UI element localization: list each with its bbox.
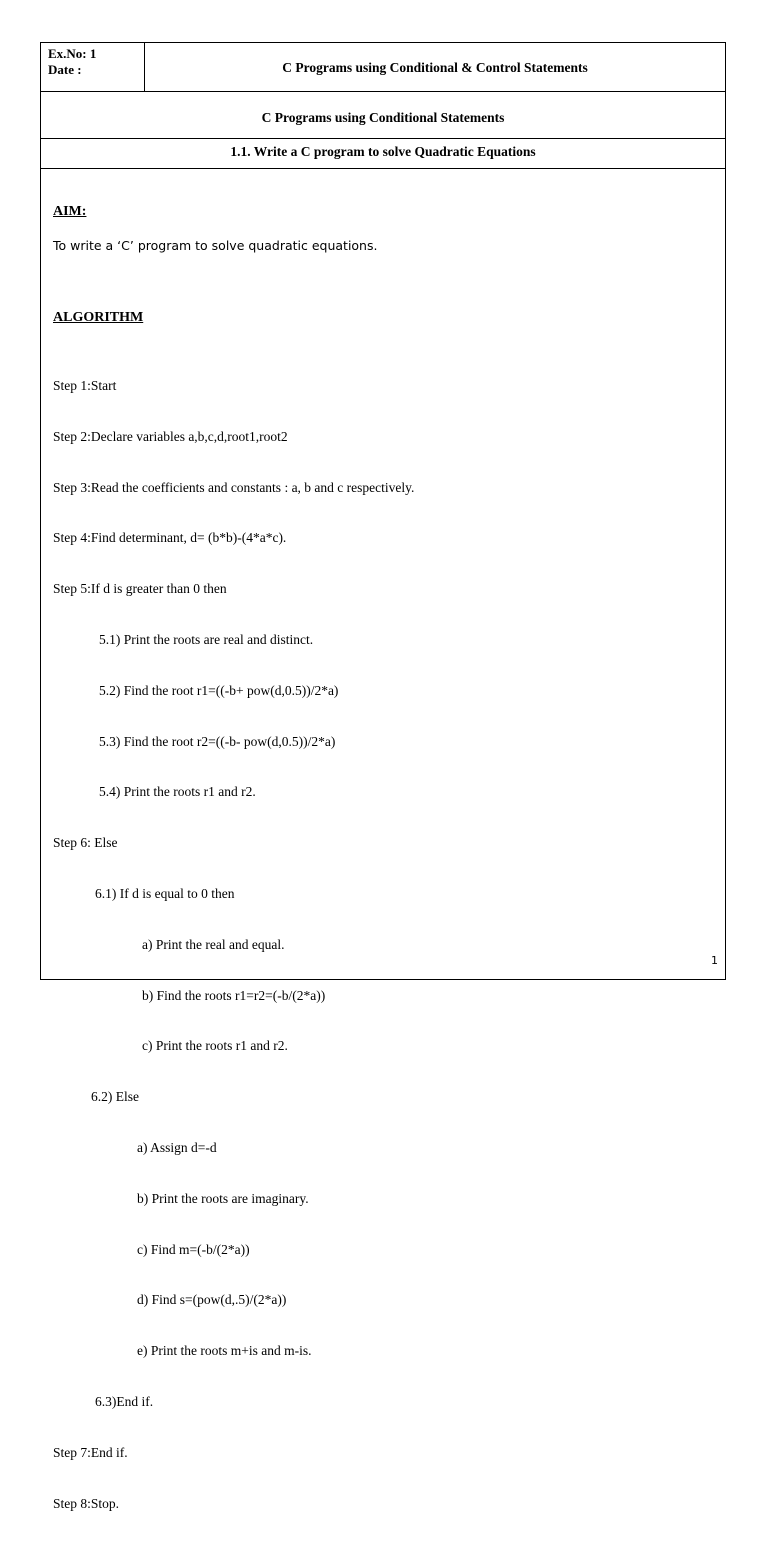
algorithm-line: Step 7:End if. [53, 1444, 128, 1460]
algorithm-line: 5.3) Find the root r2=((-b- pow(d,0.5))/2*a) [99, 733, 336, 749]
section-heading: C Programs using Conditional Statements [41, 92, 725, 139]
algorithm-line: a) Print the real and equal. [142, 936, 285, 952]
aim-heading: AIM: [53, 204, 87, 219]
exercise-number: Ex.No: 1 [48, 46, 97, 61]
algorithm-line: a) Assign d=-d [137, 1139, 217, 1155]
algorithm-line: e) Print the roots m+is and m-is. [137, 1343, 312, 1359]
algorithm-steps [53, 343, 713, 1545]
algorithm-line: 6.3)End if. [95, 1393, 154, 1409]
page-number: 1 [711, 954, 718, 967]
algorithm-line: 6.2) Else [91, 1089, 139, 1105]
algorithm-line: Step 1:Start [53, 378, 117, 393]
algorithm-line: Step 6: Else [53, 835, 118, 851]
algorithm-line: Step 4:Find determinant, d= (b*b)-(4*a*c). [53, 530, 287, 546]
algorithm-line: c) Find m=(-b/(2*a)) [137, 1241, 250, 1257]
algorithm-line: c) Print the roots r1 and r2. [142, 1038, 288, 1054]
algorithm-line: Step 2:Declare variables a,b,c,d,root1,root2 [53, 428, 288, 444]
algorithm-line: b) Print the roots are imaginary. [137, 1190, 309, 1206]
date-label: Date : [48, 62, 82, 77]
algorithm-line: d) Find s=(pow(d,.5)/(2*a)) [137, 1292, 287, 1308]
algorithm-line: 5.4) Print the roots r1 and r2. [99, 784, 256, 800]
algorithm-line: Step 8:Stop. [53, 1495, 120, 1511]
algorithm-line: b) Find the roots r1=r2=(-b/(2*a)) [142, 987, 326, 1003]
exercise-title: 1.1. Write a C program to solve Quadratic Equations [41, 139, 725, 169]
algorithm-line: 6.1) If d is equal to 0 then [95, 885, 235, 901]
page-title: C Programs using Conditional & Control Statements [282, 60, 588, 75]
algorithm-line: 5.1) Print the roots are real and distinct. [99, 631, 314, 647]
header-row [41, 43, 725, 92]
aim-text: To write a ‘C’ program to solve quadratic equations. [53, 238, 378, 253]
algorithm-line: 5.2) Find the root r1=((-b+ pow(d,0.5))/2*a) [99, 682, 339, 698]
algorithm-line: Step 3:Read the coefficients and constants : a, b and c respectively. [53, 479, 415, 495]
document-frame [40, 42, 726, 1511]
algorithm-line: Step 5:If d is greater than 0 then [53, 581, 227, 597]
algorithm-heading: ALGORITHM [53, 310, 144, 325]
document-body [53, 203, 713, 1545]
header-meta [41, 43, 145, 91]
